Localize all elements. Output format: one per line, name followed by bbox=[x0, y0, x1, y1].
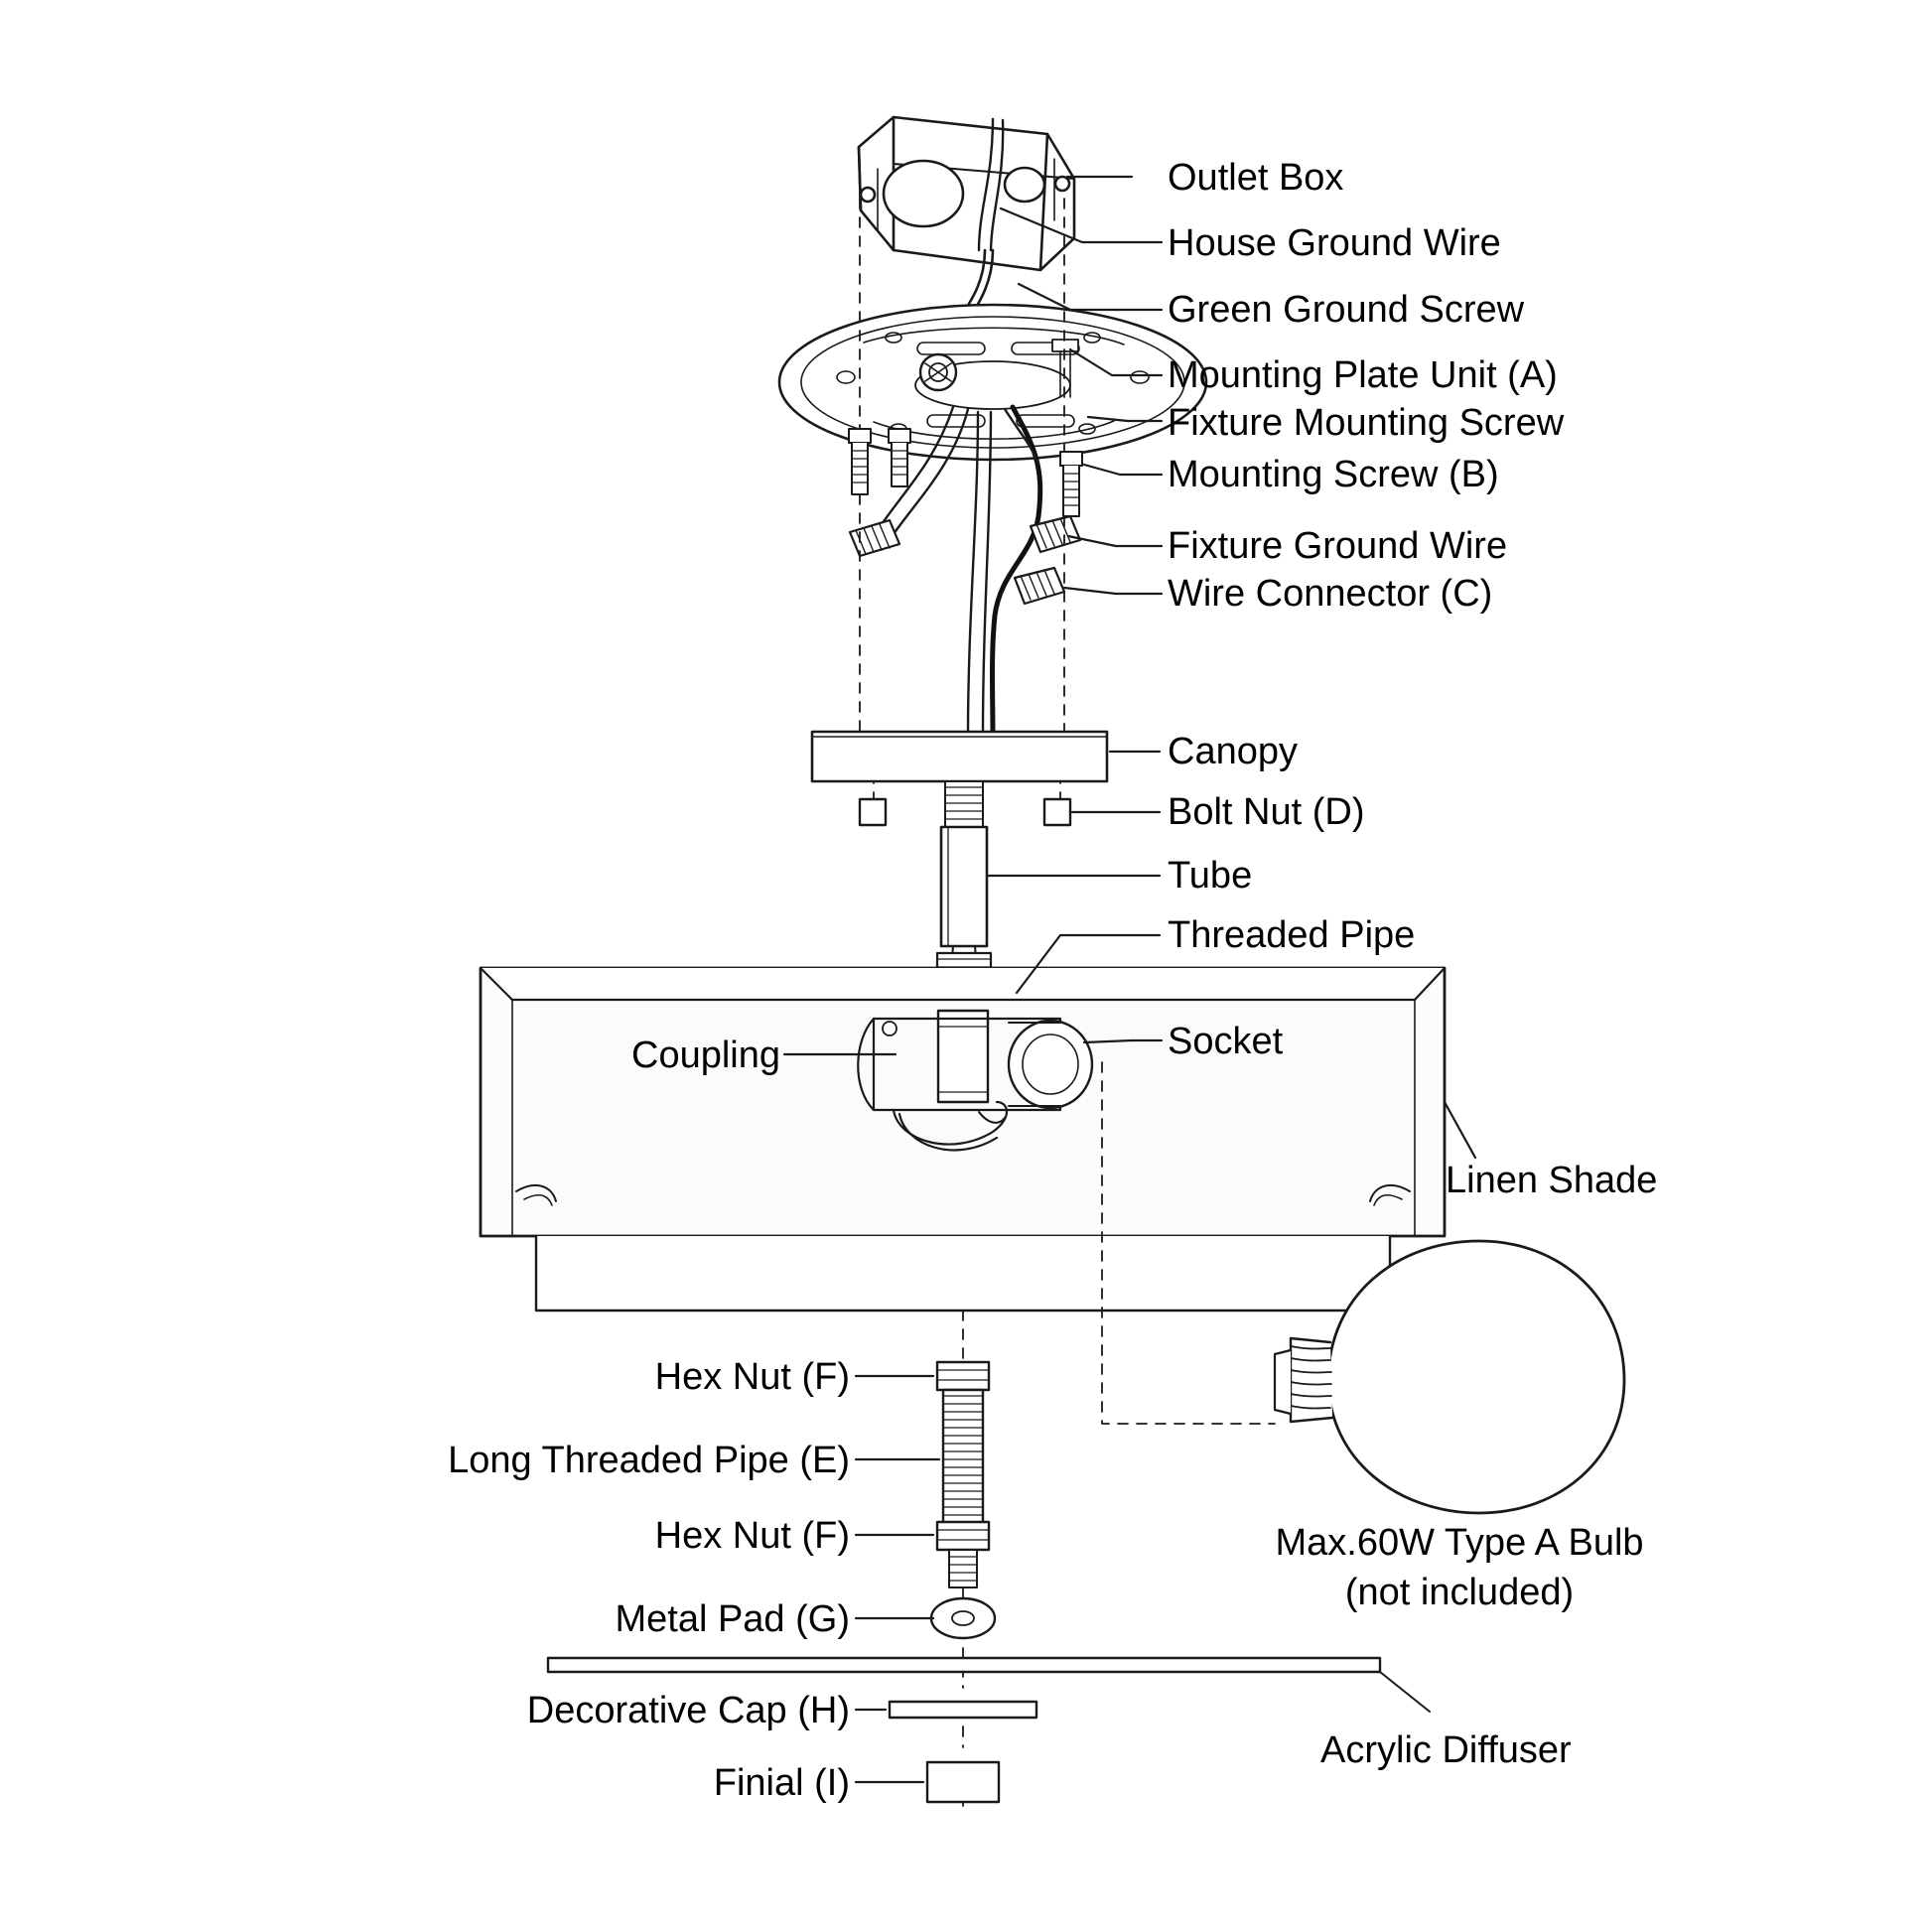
label-socket: Socket bbox=[1168, 1021, 1284, 1062]
label-acrylic-diffuser: Acrylic Diffuser bbox=[1320, 1729, 1572, 1771]
label-bolt-nut-d: Bolt Nut (D) bbox=[1168, 791, 1365, 833]
label-threaded-pipe: Threaded Pipe bbox=[1168, 914, 1416, 956]
label-mounting-screw-b: Mounting Screw (B) bbox=[1168, 454, 1499, 495]
mounting-plate-graphic bbox=[779, 305, 1206, 460]
note-bulb-line2: (not included) bbox=[1344, 1572, 1575, 1613]
label-metal-pad-g: Metal Pad (G) bbox=[615, 1598, 850, 1640]
long-threaded-pipe-graphic bbox=[943, 1390, 983, 1534]
green-ground-screw-graphic bbox=[920, 354, 956, 390]
label-mounting-plate-unit: Mounting Plate Unit (A) bbox=[1168, 354, 1558, 396]
label-canopy: Canopy bbox=[1168, 731, 1298, 772]
label-linen-shade: Linen Shade bbox=[1446, 1160, 1658, 1201]
label-coupling: Coupling bbox=[631, 1035, 780, 1076]
label-fixture-mounting-screw: Fixture Mounting Screw bbox=[1168, 402, 1565, 444]
label-finial-i: Finial (I) bbox=[713, 1762, 850, 1804]
label-green-ground-screw: Green Ground Screw bbox=[1168, 289, 1525, 331]
label-long-threaded-pipe-e: Long Threaded Pipe (E) bbox=[448, 1440, 850, 1481]
decorative-cap-graphic bbox=[890, 1702, 1036, 1718]
finial-graphic bbox=[927, 1762, 999, 1802]
outlet-box-graphic bbox=[859, 117, 1074, 270]
canopy-graphic bbox=[812, 732, 1107, 781]
label-hex-nut-f-bottom: Hex Nut (F) bbox=[654, 1515, 850, 1557]
note-bulb-line1: Max.60W Type A Bulb bbox=[1275, 1522, 1644, 1564]
metal-pad-graphic bbox=[931, 1598, 995, 1638]
label-fixture-ground-wire: Fixture Ground Wire bbox=[1168, 525, 1508, 567]
label-hex-nut-f-top: Hex Nut (F) bbox=[654, 1356, 850, 1398]
label-wire-connector-c: Wire Connector (C) bbox=[1168, 573, 1493, 615]
label-decorative-cap-h: Decorative Cap (H) bbox=[526, 1690, 850, 1731]
hex-nut-bottom-graphic bbox=[937, 1522, 989, 1550]
label-tube: Tube bbox=[1168, 855, 1253, 897]
upper-threaded-pipe-graphic bbox=[945, 781, 983, 827]
tube-graphic bbox=[941, 827, 987, 946]
wire-connector-graphic bbox=[850, 516, 1080, 604]
hex-nut-top-graphic bbox=[937, 1362, 989, 1390]
label-outlet-box: Outlet Box bbox=[1168, 157, 1344, 199]
label-house-ground-wire: House Ground Wire bbox=[1168, 222, 1501, 264]
